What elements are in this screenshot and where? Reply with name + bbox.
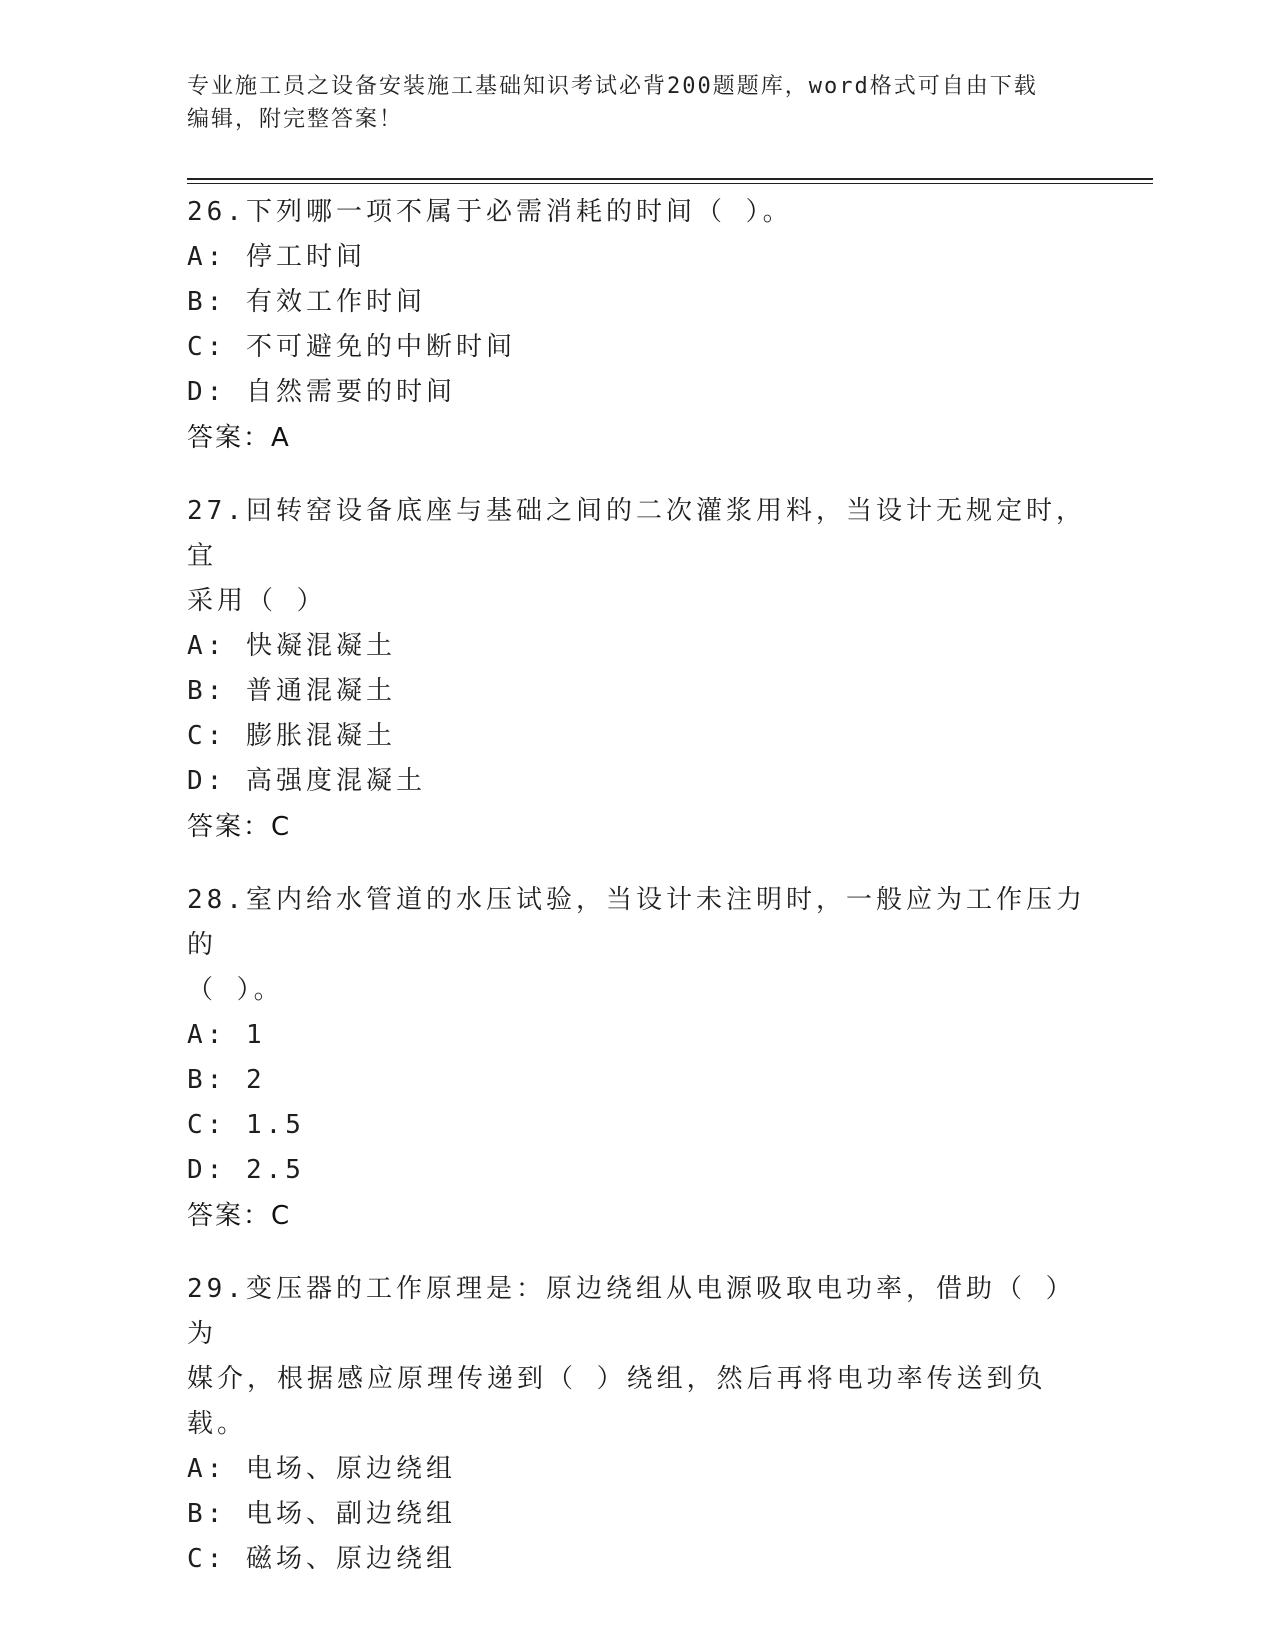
option-a: A: 1 [187, 1020, 266, 1050]
question-text-cont: 媒介，根据感应原理传递到（ ）绕组，然后再将电功率传送到负载。 [187, 1364, 1047, 1439]
header-line-2: 编辑，附完整答案！ [187, 107, 404, 132]
header-divider-thin [187, 183, 1153, 184]
question-list [187, 190, 1087, 1610]
answer: 答案：C [187, 1201, 292, 1231]
document-header [187, 70, 1087, 136]
question-text: 29.变压器的工作原理是：原边绕组从电源吸取电功率，借助（ ）为 [187, 1274, 1076, 1349]
option-c: C: 1.5 [187, 1110, 305, 1140]
question-28 [187, 878, 1087, 1239]
header-divider-thick [187, 178, 1153, 180]
option-d: D: 2.5 [187, 1155, 305, 1185]
question-text: 26.下列哪一项不属于必需消耗的时间（ ）。 [187, 197, 793, 227]
question-text: 27.回转窑设备底座与基础之间的二次灌浆用料，当设计无规定时，宜 [187, 496, 1086, 571]
header-line-1: 专业施工员之设备安装施工基础知识考试必背200题题库，word格式可自由下载 [187, 74, 1038, 99]
question-29 [187, 1267, 1087, 1582]
option-d: D: 高强度混凝土 [187, 766, 426, 796]
question-26 [187, 190, 1087, 461]
option-a: A: 快凝混凝土 [187, 631, 396, 661]
option-c: C: 膨胀混凝土 [187, 721, 396, 751]
question-text-cont: （ ）。 [187, 975, 284, 1005]
question-27 [187, 489, 1087, 850]
option-a: A: 停工时间 [187, 242, 366, 272]
option-a: A: 电场、原边绕组 [187, 1454, 456, 1484]
answer: 答案：C [187, 812, 292, 842]
question-text-cont: 采用（ ） [187, 586, 327, 616]
option-c: C: 磁场、原边绕组 [187, 1544, 456, 1574]
option-b: B: 2 [187, 1065, 266, 1095]
option-b: B: 电场、副边绕组 [187, 1499, 456, 1529]
option-b: B: 普通混凝土 [187, 676, 396, 706]
option-c: C: 不可避免的中断时间 [187, 332, 516, 362]
option-b: B: 有效工作时间 [187, 287, 426, 317]
option-d: D: 自然需要的时间 [187, 377, 456, 407]
question-text: 28.室内给水管道的水压试验，当设计未注明时，一般应为工作压力的 [187, 885, 1086, 960]
answer: 答案：A [187, 423, 291, 453]
